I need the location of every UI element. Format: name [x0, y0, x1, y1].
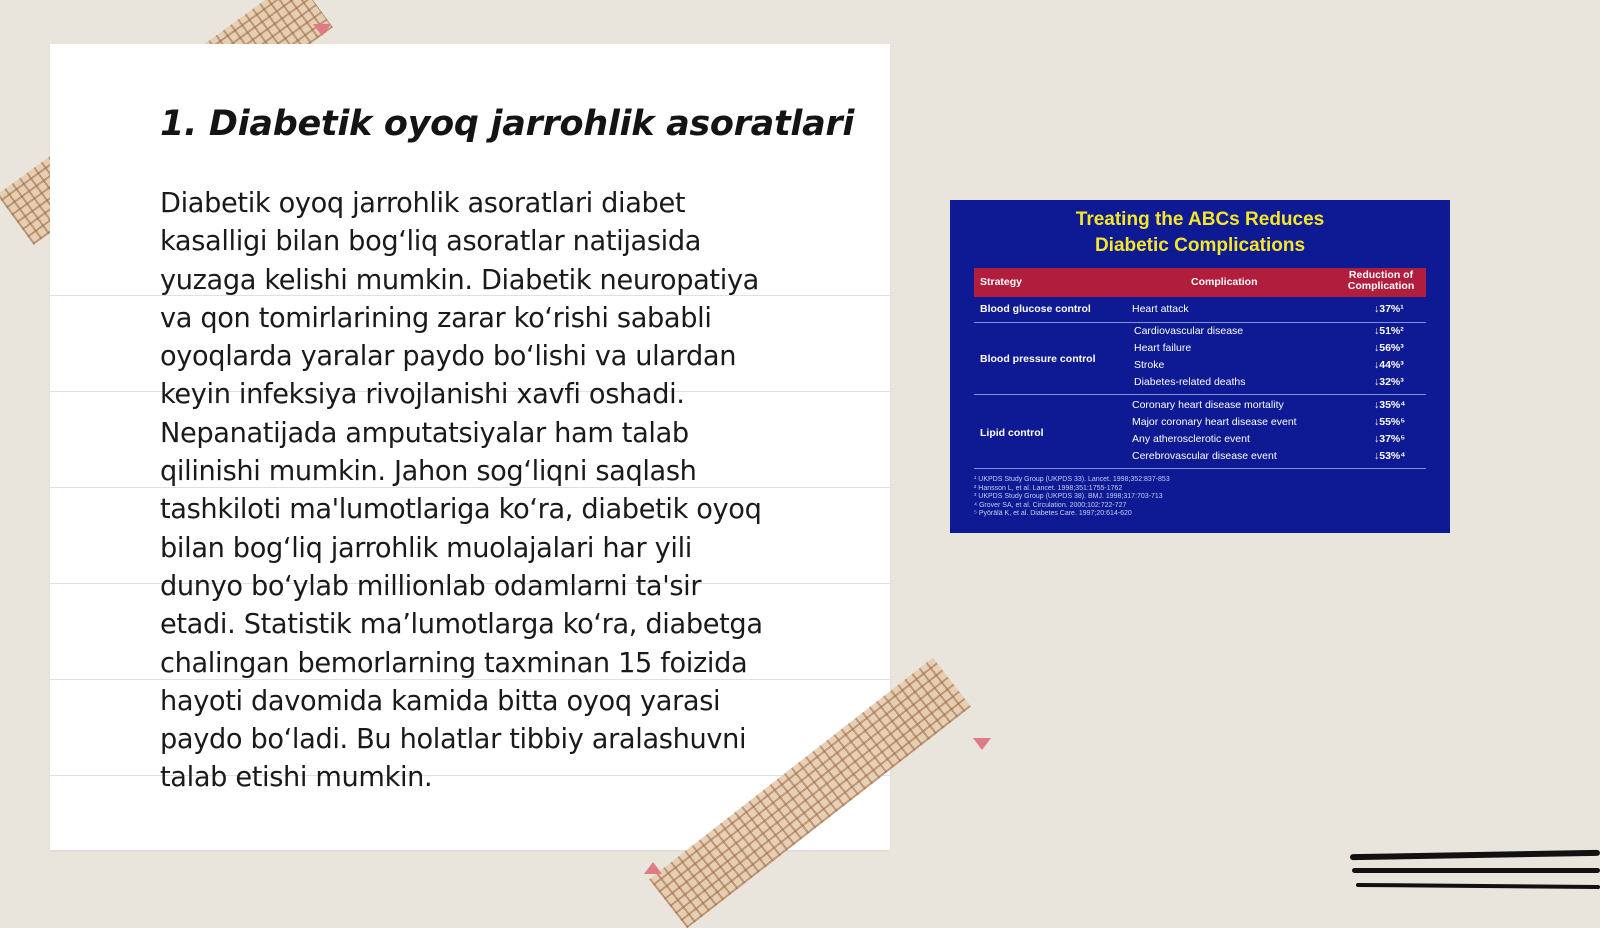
- row-reduction: ↓51%²: [1374, 325, 1404, 337]
- row-strategy: Lipid control: [980, 427, 1044, 439]
- header-strategy: Strategy: [980, 276, 1023, 288]
- table-row: [1134, 325, 1424, 337]
- body-line: etadi. Statistik ma’lumotlarga ko‘ra, diabetga: [160, 609, 763, 641]
- table-row: [1134, 359, 1424, 371]
- row-complication: Stroke: [1134, 359, 1165, 371]
- row-reduction: ↓55%⁵: [1374, 416, 1406, 428]
- header-complication: Complication: [1191, 276, 1258, 288]
- table-divider: [974, 322, 1426, 323]
- body-line: qilinishi mumkin. Jahon sog‘liqni saqlash: [160, 456, 697, 488]
- marker-stroke: [1350, 850, 1600, 860]
- row-reduction: ↓56%³: [1374, 342, 1404, 354]
- body-line: Nepanatijada amputatsiyalar ham talab: [160, 417, 689, 449]
- slide-heading: 1. Diabetik oyoq jarrohlik asoratlari: [160, 104, 855, 144]
- table-row: [1132, 433, 1424, 445]
- marker-stroke: [1352, 868, 1600, 873]
- image-references: [974, 476, 1426, 519]
- reference-line: ² Hansson L, et al. Lancet. 1998;351:1755-1762: [974, 484, 1123, 492]
- body-line: Diabetik oyoq jarrohlik asoratlari diabet: [160, 188, 686, 219]
- row-complication: Cerebrovascular disease event: [1132, 450, 1277, 462]
- reference-line: ³ UKPDS Study Group (UKPDS 38). BMJ. 1998;317:703-713: [974, 493, 1163, 500]
- tape-pin-bottom-left: [644, 862, 662, 874]
- note-paper: [50, 44, 890, 850]
- row-complication: Diabetes-related deaths: [1134, 376, 1246, 388]
- tape-pin-top: [313, 24, 331, 36]
- row-group-label: [980, 353, 1096, 365]
- table-row: [1134, 376, 1424, 388]
- table-row: [1134, 342, 1424, 354]
- row-reduction: ↓35%⁴: [1374, 399, 1406, 411]
- row-reduction: ↓37%⁵: [1374, 433, 1406, 445]
- body-line: dunyo bo‘ylab millionlab odamlarni ta'sir: [160, 570, 702, 602]
- image-title: [950, 207, 1450, 259]
- tape-pin-bottom: [973, 738, 991, 750]
- header-reduction-line: Reduction of: [1348, 269, 1414, 281]
- body-line: talab etishi mumkin.: [160, 762, 433, 794]
- header-reduction: [1342, 270, 1420, 292]
- body-line: paydo bo‘ladi. Bu holatlar tibbiy aralashuvni: [160, 724, 747, 756]
- body-line: chalingan bemorlarning taxminan 15 foizida: [160, 647, 748, 679]
- reference-line: ⁴ Grover SA, et al. Circulation. 2000;102:722-727: [974, 501, 1127, 509]
- row-complication: Heart attack: [1132, 303, 1189, 315]
- row-reduction: ↓44%³: [1374, 359, 1404, 371]
- image-title-line: Diabetic Complications: [1094, 235, 1306, 256]
- row-complication: Major coronary heart disease event: [1132, 416, 1297, 428]
- table-row: [1132, 416, 1424, 428]
- body-line: tashkiloti ma'lumotlariga ko‘ra, diabetik oyoq: [160, 494, 762, 526]
- table-divider: [974, 394, 1426, 395]
- body-line: oyoqlarda yaralar paydo bo‘lishi va ulardan: [160, 341, 737, 373]
- row-group-label: [980, 427, 1044, 439]
- slide-body: [160, 185, 860, 798]
- reference-line: ¹ UKPDS Study Group (UKPDS 33). Lancet. 1998;352:837-853: [974, 476, 1170, 483]
- abc-complications-image: [950, 200, 1450, 533]
- body-line: keyin infeksiya rivojlanishi xavfi oshadi.: [160, 379, 685, 411]
- header-reduction-line: Complication: [1347, 280, 1415, 292]
- row-reduction: ↓53%⁴: [1374, 450, 1406, 462]
- reference-line: ⁵ Pyörälä K, et al. Diabetes Care. 1997;20:614-620: [974, 510, 1132, 517]
- row-reduction: ↓32%³: [1374, 376, 1404, 388]
- body-line: bilan bog‘liq jarrohlik muolajalari har yili: [160, 532, 692, 564]
- body-line: yuzaga kelishi mumkin. Diabetik neuropatiya: [160, 264, 759, 296]
- table-divider: [974, 468, 1426, 469]
- table-row: [1132, 399, 1424, 411]
- row-strategy: Blood pressure control: [980, 353, 1096, 365]
- row-complication: Any atherosclerotic event: [1132, 433, 1250, 445]
- row-complication: Heart failure: [1134, 342, 1192, 354]
- row-reduction: ↓37%¹: [1374, 303, 1404, 315]
- row-complication: Coronary heart disease mortality: [1132, 399, 1284, 411]
- table-row: [1132, 450, 1424, 462]
- body-line: va qon tomirlarining zarar ko‘rishi sababli: [160, 302, 712, 334]
- table-header: [974, 268, 1426, 297]
- image-title-line: Treating the ABCs Reduces: [1075, 209, 1325, 230]
- body-line: kasalligi bilan bog‘liq asoratlar natijasida: [160, 226, 702, 258]
- row-strategy: Blood glucose control: [980, 303, 1091, 315]
- body-line: hayoti davomida kamida bitta oyoq yarasi: [160, 685, 721, 717]
- marker-stroke: [1356, 883, 1600, 889]
- row-complication: Cardiovascular disease: [1134, 325, 1244, 337]
